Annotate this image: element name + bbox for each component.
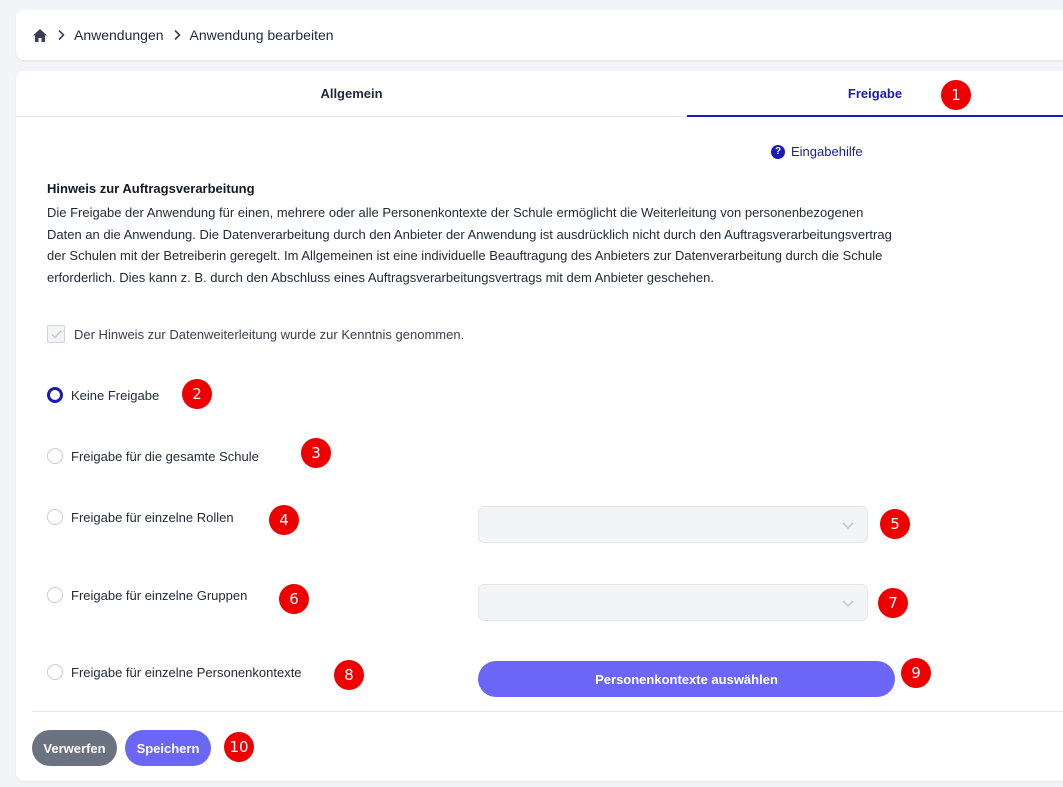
annotation-badge: 4 bbox=[269, 505, 299, 535]
input-help-link[interactable] bbox=[771, 144, 863, 159]
tab-freigabe[interactable]: Freigabe bbox=[687, 71, 1063, 117]
hint-text: Die Freigabe der Anwendung für einen, mehrere oder alle Personenkontexte der Schule ermöglicht die Weiterleitung von personenbezogenen Daten an die Anwendung. Die Datenverarbeitung durch den Anbieter der Anwendung ist ausdrücklich nicht durch den Auftragsverarbeitungsvertrag der Schulen mit der Betreiberin geregelt. Im Allgemeinen ist eine individuelle Beauftragung des Anbieters zur Datenverarbeitung durch die Schule erforderlich. Dies kann z. B. durch den Abschluss eines Auftragsverarbeitungsvertrags mit dem Anbieter geschehen. bbox=[47, 205, 892, 285]
input-help-label: Eingabehilfe bbox=[791, 144, 863, 159]
annotation-badge: 5 bbox=[880, 509, 910, 539]
chevron-down-icon bbox=[841, 596, 855, 610]
radio-option-keine-freigabe[interactable] bbox=[47, 387, 159, 403]
discard-button[interactable]: Verwerfen bbox=[32, 730, 117, 766]
acknowledgement-label: Der Hinweis zur Datenweiterleitung wurde zur Kenntnis genommen. bbox=[74, 326, 465, 342]
radio-label: Freigabe für einzelne Rollen bbox=[71, 509, 234, 525]
annotation-badge: 6 bbox=[279, 584, 309, 614]
annotation-badge: 7 bbox=[878, 588, 908, 618]
roles-select[interactable] bbox=[478, 506, 868, 543]
radio-option-gesamte-schule[interactable] bbox=[47, 448, 259, 464]
breadcrumb-bar bbox=[16, 10, 1063, 60]
annotation-badge: 2 bbox=[182, 379, 212, 409]
question-circle-icon: ? bbox=[771, 145, 785, 159]
checkbox[interactable] bbox=[47, 325, 65, 343]
radio-label: Keine Freigabe bbox=[71, 387, 160, 403]
radio-option-einzelne-personenkontexte[interactable] bbox=[47, 664, 302, 680]
radio-option-einzelne-gruppen[interactable] bbox=[47, 587, 247, 603]
radio-option-einzelne-rollen[interactable] bbox=[47, 509, 234, 525]
breadcrumb-item-current: Anwendung bearbeiten bbox=[189, 27, 334, 43]
annotation-badge: 10 bbox=[224, 732, 254, 762]
groups-select[interactable] bbox=[478, 584, 868, 621]
tab-bar bbox=[16, 71, 1063, 117]
select-personenkontexte-button[interactable]: Personenkontexte auswählen bbox=[478, 661, 895, 697]
home-icon[interactable] bbox=[32, 28, 48, 43]
chevron-down-icon bbox=[841, 518, 855, 532]
chevron-right-icon bbox=[56, 29, 66, 41]
breadcrumb-item-anwendungen[interactable]: Anwendungen bbox=[74, 27, 164, 43]
save-button[interactable]: Speichern bbox=[125, 730, 211, 766]
breadcrumb bbox=[32, 10, 334, 60]
radio-button[interactable] bbox=[47, 509, 63, 525]
radio-button-selected[interactable] bbox=[47, 387, 63, 403]
radio-button[interactable] bbox=[47, 587, 63, 603]
divider bbox=[32, 711, 1063, 712]
radio-button[interactable] bbox=[47, 664, 63, 680]
radio-button[interactable] bbox=[47, 448, 63, 464]
annotation-badge: 9 bbox=[901, 658, 931, 688]
radio-label: Freigabe für die gesamte Schule bbox=[71, 448, 259, 464]
annotation-badge: 8 bbox=[334, 660, 364, 690]
radio-label: Freigabe für einzelne Personenkontexte bbox=[71, 664, 302, 680]
chevron-right-icon bbox=[172, 29, 182, 41]
acknowledgement-checkbox-row[interactable] bbox=[47, 325, 464, 343]
radio-label: Freigabe für einzelne Gruppen bbox=[71, 587, 248, 603]
tab-allgemein[interactable]: Allgemein bbox=[16, 71, 687, 117]
annotation-badge: 1 bbox=[941, 80, 971, 110]
hint-title: Hinweis zur Auftragsverarbeitung bbox=[47, 181, 255, 196]
check-icon bbox=[51, 330, 62, 339]
annotation-badge: 3 bbox=[301, 438, 331, 468]
